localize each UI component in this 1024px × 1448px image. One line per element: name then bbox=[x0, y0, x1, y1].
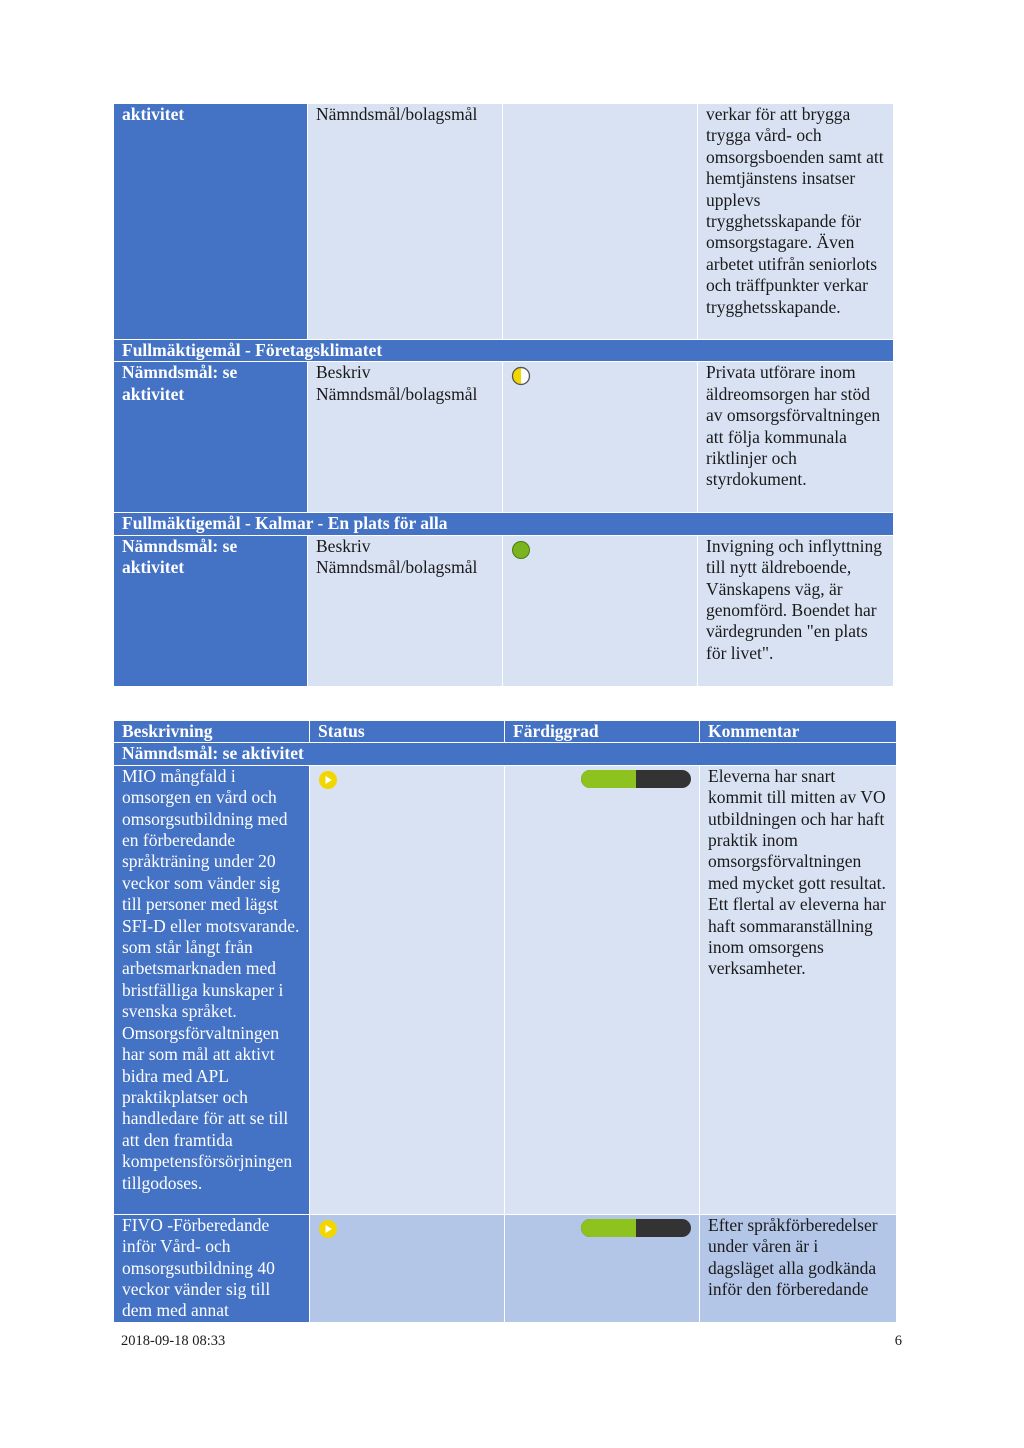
goal-comment-cell: Privata utförare inom äldreomsorgen har stöd av omsorgsförvaltningen att följa kommunala riktlinjer och styrdokument. bbox=[698, 362, 894, 513]
activity-status-cell bbox=[310, 765, 505, 1214]
section-title: Nämndsmål: se aktivitet bbox=[114, 743, 897, 765]
describe-label: Beskriv bbox=[316, 362, 371, 383]
section-row bbox=[114, 743, 897, 765]
goal-status-cell bbox=[503, 104, 698, 340]
goal-label-cell: Nämndsmål: se aktivitet bbox=[114, 362, 308, 513]
progress-fill bbox=[581, 770, 636, 788]
half-circle-status-icon bbox=[511, 366, 531, 386]
section-title-kalmar: Fullmäktigemål - Kalmar - En plats för alla bbox=[114, 513, 894, 535]
goal-comment-cell: verkar för att brygga trygga vård- och omsorgsboenden samt att hemtjänstens insatser upplevs trygghetsskapande för omsorgstagare. Även arbetet utifrån seniorlots och träffpunkter verkar trygghetsskapande. bbox=[698, 104, 894, 340]
table-row bbox=[114, 535, 894, 686]
progress-fill bbox=[581, 1219, 636, 1237]
goal-description-cell: Nämndsmål/bolagsmål bbox=[308, 104, 503, 340]
column-header-beskrivning: Beskrivning bbox=[114, 721, 310, 743]
green-circle-status-icon bbox=[511, 540, 531, 560]
table-row bbox=[114, 1214, 897, 1322]
goals-table bbox=[113, 103, 894, 687]
goal-label-cell: Nämndsmål: se aktivitet bbox=[114, 535, 308, 686]
progress-bar bbox=[581, 770, 691, 788]
section-title-foretagsklimatet: Fullmäktigemål - Företagsklimatet bbox=[114, 340, 894, 362]
goal-description-cell bbox=[308, 362, 503, 513]
table-row bbox=[114, 362, 894, 513]
footer-page-number: 6 bbox=[894, 1333, 902, 1349]
activities-table bbox=[113, 720, 897, 1323]
progress-bar bbox=[581, 1219, 691, 1237]
play-status-icon bbox=[318, 770, 338, 790]
activity-description-cell: FIVO -Förberedande inför Vård- och omsorgsutbildning 40 veckor vänder sig till dem med annat bbox=[114, 1214, 310, 1322]
column-header-status: Status bbox=[310, 721, 505, 743]
activity-progress-cell bbox=[505, 765, 700, 1214]
goal-type-label: Nämndsmål/bolagsmål bbox=[316, 557, 478, 578]
describe-label: Beskriv bbox=[316, 535, 371, 556]
column-header-kommentar: Kommentar bbox=[700, 721, 897, 743]
section-row bbox=[114, 340, 894, 362]
goal-status-cell bbox=[503, 362, 698, 513]
activity-progress-cell bbox=[505, 1214, 700, 1322]
activity-comment-cell: Efter språkförberedelser under våren är i dagsläget alla godkända inför den förberedande bbox=[700, 1214, 897, 1322]
activity-status-cell bbox=[310, 1214, 505, 1322]
activity-description-cell: MIO mångfald i omsorgen en vård och omsorgsutbildning med en förberedande språkträning under 20 veckor som vänder sig till personer med lägst SFI-D eller motsvarande. som står långt från arbetsmarknaden med bristfälliga kunskaper i svenska språket. Omsorgsförvaltningen har som mål att aktivt bidra med APL praktikplatser och handledare för att se till att den framtida kompetensförsörjningen tillgodoses. bbox=[114, 765, 310, 1214]
goal-comment-cell: Invigning och inflyttning till nytt äldreboende, Vänskapens väg, är genomförd. Boendet har värdegrunden "en plats för livet". bbox=[698, 535, 894, 686]
goal-status-cell bbox=[503, 535, 698, 686]
goal-label-cell: aktivitet bbox=[114, 104, 308, 340]
footer-timestamp: 2018-09-18 08:33 bbox=[121, 1333, 226, 1349]
header-row bbox=[114, 721, 897, 743]
table-row bbox=[114, 104, 894, 340]
column-header-fardiggrad: Färdiggrad bbox=[505, 721, 700, 743]
goal-description-cell bbox=[308, 535, 503, 686]
table-row bbox=[114, 765, 897, 1214]
section-row bbox=[114, 513, 894, 535]
play-status-icon bbox=[318, 1219, 338, 1239]
activity-comment-cell: Eleverna har snart kommit till mitten av VO utbildningen och har haft praktik inom omsorgsförvaltningen med mycket gott resultat. Ett flertal av eleverna har haft sommaranställning inom omsorgens verksamheter. bbox=[700, 765, 897, 1214]
goal-type-label: Nämndsmål/bolagsmål bbox=[316, 383, 478, 404]
